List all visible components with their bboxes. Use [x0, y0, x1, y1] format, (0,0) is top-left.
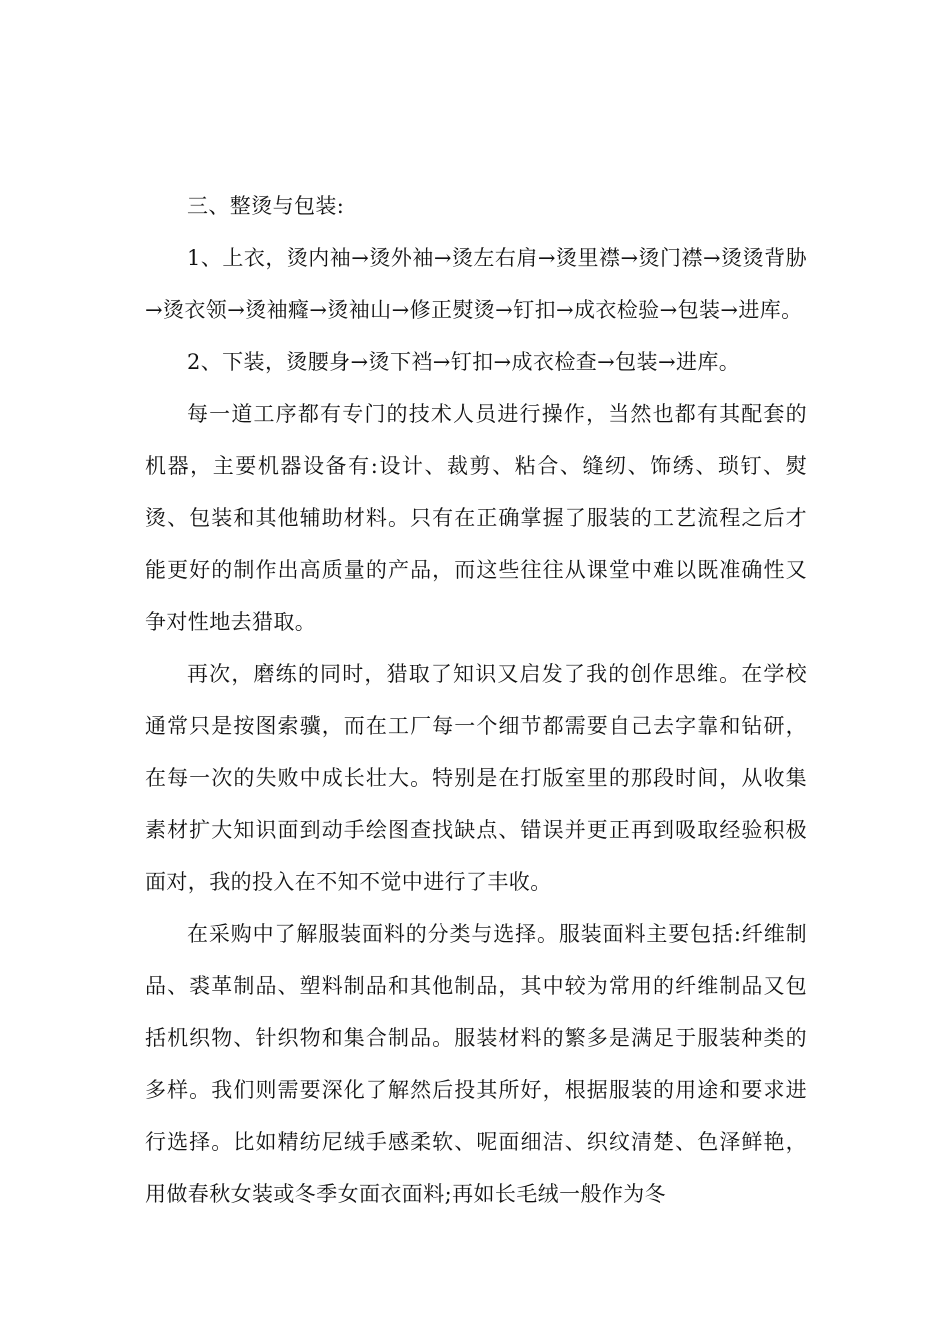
section-heading: 三、整烫与包装: [187, 194, 345, 218]
paragraph-fabrics: 在采购中了解服装面料的分类与选择。服装面料主要包括:纤维制品、裘革制品、塑料制品和其他制品，其中较为常用的纤维制品又包括机织物、针织物和集合制品。服装材料的繁多是满足于服装种类的多样。我们则需要深化了解然后投其所好，根据服装的用途和要求进行选择。比如精纺尼绒手感柔软、呢面细洁、织纹清楚、色泽鲜艳，用做春秋女装或冬季女面衣面料;再如长毛绒一般作为冬 [145, 922, 807, 1206]
paragraph-equipment: 每一道工序都有专门的技术人员进行操作，当然也都有其配套的机器，主要机器设备有:设计、裁剪、粘合、缝纫、饰绣、琐钉、熨烫、包装和其他辅助材料。只有在正确掌握了服装的工艺流程之后才能更好的制作出高质量的产品，而这些往往从课堂中难以既准确性又争对性地去猎取。 [145, 402, 807, 634]
paragraph-bottom-garment-steps: 2、下装，烫腰身→烫下裆→钉扣→成衣检查→包装→进库。 [187, 350, 741, 374]
body-text [145, 180, 807, 1220]
paragraph-practice: 再次，磨练的同时，猎取了知识又启发了我的创作思维。在学校通常只是按图索骥，而在工厂每一个细节都需要自己去字靠和钻研，在每一次的失败中成长壮大。特别是在打版室里的那段时间，从收集素材扩大知识面到动手绘图查找缺点、错误并更正再到吸取经验积极面对，我的投入在不知不觉中进行了丰收。 [145, 662, 807, 894]
paragraph-top-garment-steps: 1、上衣，烫内袖→烫外袖→烫左右肩→烫里襟→烫门襟→烫烫背胁→烫衣领→烫袖癃→烫袖山→修正熨烫→钉扣→成衣检验→包装→进库。 [145, 246, 807, 322]
